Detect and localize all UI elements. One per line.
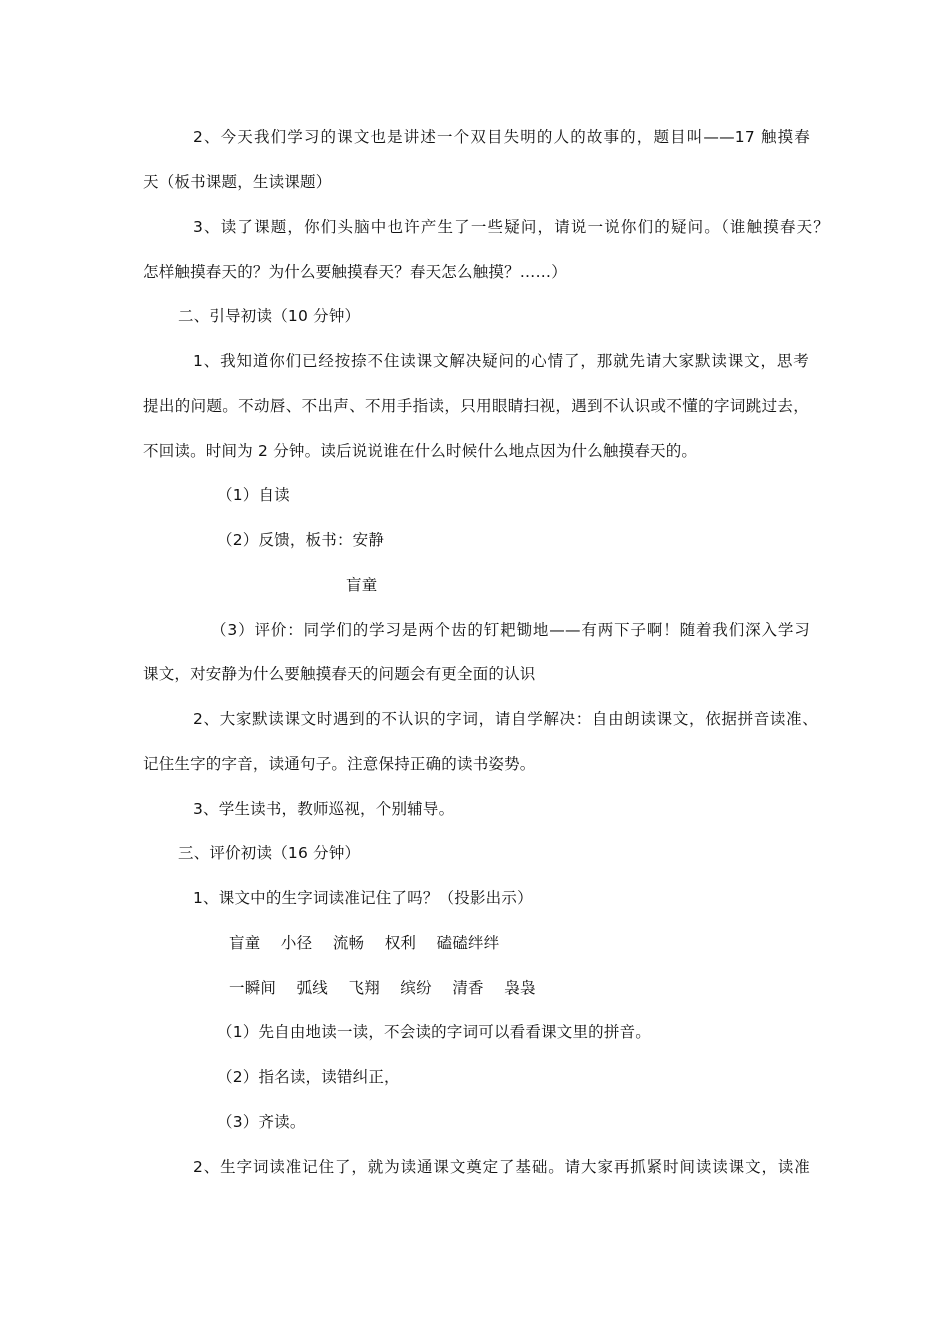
paragraph-line: 1、课文中的生字词读准记住了吗？（投影出示） xyxy=(193,889,533,907)
paragraph-line: 课文，对安静为什么要触摸春天的问题会有更全面的认识 xyxy=(143,665,536,683)
paragraph-line: 3、读了课题，你们头脑中也许产生了一些疑问，请说一说你们的疑问。（谁触摸春天？ xyxy=(193,218,829,236)
vocabulary-list: 盲童 小径 流畅 权利 磕磕绊绊 xyxy=(229,934,500,952)
paragraph-line: 提出的问题。不动唇、不出声、不用手指读，只用眼睛扫视，遇到不认识或不懂的字词跳过去， xyxy=(143,397,809,415)
paragraph-line: 2、大家默读课文时遇到的不认识的字词，请自学解决：自由朗读课文，依据拼音读准、 xyxy=(193,710,818,728)
vocabulary-list: 一瞬间 弧线 飞翔 缤纷 清香 袅袅 xyxy=(229,979,536,997)
list-item: （3）齐读。 xyxy=(217,1113,306,1131)
list-item: （2）反馈，板书：安静 xyxy=(217,531,385,549)
paragraph-line: 2、生字词读准记住了，就为读通课文奠定了基础。请大家再抓紧时间读读课文，读准 xyxy=(193,1158,810,1176)
board-note: 盲童 xyxy=(346,576,378,594)
section-heading: 三、评价初读（16 分钟） xyxy=(178,844,361,862)
section-heading: 二、引导初读（10 分钟） xyxy=(178,307,361,325)
paragraph-line: 不回读。时间为 2 分钟。读后说说谁在什么时候什么地点因为什么触摸春天的。 xyxy=(143,442,698,460)
paragraph-line: 天（板书课题，生读课题） xyxy=(143,173,332,191)
paragraph-line: 记住生字的字音，读通句子。注意保持正确的读书姿势。 xyxy=(143,755,536,773)
paragraph-line: 怎样触摸春天的？为什么要触摸春天？春天怎么触摸？……） xyxy=(143,263,567,281)
list-item: （2）指名读，读错纠正， xyxy=(217,1068,400,1086)
paragraph-line: 1、我知道你们已经按捺不住读课文解决疑问的心情了，那就先请大家默读课文，思考 xyxy=(193,352,809,370)
paragraph-line: 2、今天我们学习的课文也是讲述一个双目失明的人的故事的，题目叫——17 触摸春 xyxy=(193,128,810,146)
paragraph-line: （3）评价：同学们的学习是两个齿的钉耙锄地——有两下子啊！随着我们深入学习 xyxy=(211,621,810,639)
list-item: （1）自读 xyxy=(217,486,290,504)
list-item: （1）先自由地读一读，不会读的字词可以看看课文里的拼音。 xyxy=(217,1023,651,1041)
paragraph-line: 3、学生读书，教师巡视，个别辅导。 xyxy=(193,800,455,818)
